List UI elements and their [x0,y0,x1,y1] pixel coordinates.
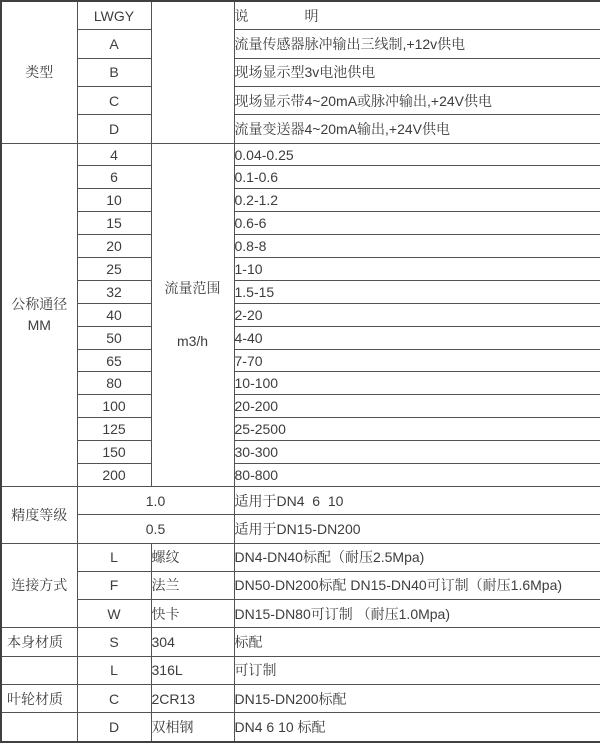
connection-name-cell: 快卡 [151,600,234,628]
table-row [1,235,600,258]
body-material-desc-cell: 标配 [234,628,600,656]
table-row [1,656,600,684]
dn-value-cell: 40 [77,303,151,326]
flow-range-cell: 1.5-15 [234,280,600,303]
dn-value-cell: 15 [77,212,151,235]
dn-value-cell: 200 [77,464,151,487]
dn-value-cell: 150 [77,441,151,464]
impeller-code-cell: D [77,713,151,742]
table-row [1,189,600,212]
flow-range-cell: 80-800 [234,464,600,487]
flow-range-cell: 2-20 [234,303,600,326]
table-row [1,212,600,235]
dn-value-cell: 25 [77,258,151,281]
table-row [1,441,600,464]
dn-value-cell: 20 [77,235,151,258]
connection-desc-cell: DN15-DN80可订制 （耐压1.0Mpa) [234,600,600,628]
flow-range-cell: 0.1-0.6 [234,166,600,189]
connection-section-label: 连接方式 [1,543,77,628]
flow-range-cell: 0.6-6 [234,212,600,235]
diameter-label-line1: 公称通径 [11,296,68,313]
table-row [1,515,600,543]
dn-value-cell: 6 [77,166,151,189]
table-row [1,395,600,418]
body-material-section-label: 本身材质 [1,628,77,656]
table-row [1,303,600,326]
table-row [1,115,600,143]
table-row [1,464,600,487]
table-row [1,258,600,281]
table-row [1,58,600,86]
table-row [1,600,600,628]
table-row [1,143,600,166]
type-code-cell: C [77,87,151,115]
diameter-label-line2: MM [27,316,51,333]
connection-code-cell: W [77,600,151,628]
type-desc-cell: 现场显示型3v电池供电 [234,58,600,86]
impeller-label-empty-cell [1,656,77,684]
dn-value-cell: 50 [77,326,151,349]
type-desc-cell: 流量变送器4~20mA输出,+24V供电 [234,115,600,143]
table-row [1,326,600,349]
dn-value-cell: 125 [77,418,151,441]
impeller-code-cell: C [77,684,151,712]
impeller-name-cell: 316L [151,656,234,684]
type-section-label: 类型 [1,1,77,143]
connection-code-cell: L [77,543,151,571]
dn-value-cell: 4 [77,143,151,166]
impeller-label-empty-cell [1,713,77,742]
flow-range-label-line2: m3/h [176,332,209,349]
type-empty-cell [151,1,234,143]
flow-range-label-cell [151,143,234,486]
dn-value-cell: 80 [77,372,151,395]
dn-value-cell: 32 [77,280,151,303]
table-row [1,280,600,303]
type-desc-cell: 现场显示带4~20mA或脉冲输出,+24V供电 [234,87,600,115]
flow-range-cell: 0.2-1.2 [234,189,600,212]
flow-range-cell: 0.8-8 [234,235,600,258]
table-row [1,713,600,742]
table-row [1,87,600,115]
dn-value-cell: 100 [77,395,151,418]
table-row [1,418,600,441]
impeller-section-label: 叶轮材质 [1,684,77,712]
flow-range-label-line1: 流量范围 [164,280,221,297]
flow-range-cell: 0.04-0.25 [234,143,600,166]
table-row [1,543,600,571]
flow-range-cell: 7-70 [234,349,600,372]
accuracy-value-cell: 0.5 [77,515,234,543]
description-header-cell: 说 明 [234,1,600,30]
table-row [1,628,600,656]
impeller-name-cell: 双相钢 [151,713,234,742]
flow-range-cell: 25-2500 [234,418,600,441]
type-code-cell: B [77,58,151,86]
table-row [1,349,600,372]
flow-range-cell: 30-300 [234,441,600,464]
impeller-desc-cell: DN4 6 10 标配 [234,713,600,742]
impeller-desc-cell: DN15-DN200标配 [234,684,600,712]
flow-range-cell: 1-10 [234,258,600,281]
flow-range-cell: 20-200 [234,395,600,418]
table-row [1,571,600,599]
diameter-section-label [1,143,77,486]
impeller-code-cell: L [77,656,151,684]
connection-desc-cell: DN4-DN40标配（耐压2.5Mpa) [234,543,600,571]
body-material-code-cell: S [77,628,151,656]
accuracy-desc-cell: 适用于DN4 6 10 [234,486,600,514]
connection-code-cell: F [77,571,151,599]
flow-range-cell: 4-40 [234,326,600,349]
table-row [1,1,600,30]
table-row [1,684,600,712]
connection-name-cell: 法兰 [151,571,234,599]
type-code-cell: D [77,115,151,143]
table-row [1,30,600,58]
connection-desc-cell: DN50-DN200标配 DN15-DN40可订制（耐压1.6Mpa) [234,571,600,599]
accuracy-desc-cell: 适用于DN15-DN200 [234,515,600,543]
model-cell: LWGY [77,1,151,30]
connection-name-cell: 螺纹 [151,543,234,571]
type-code-cell: A [77,30,151,58]
accuracy-section-label: 精度等级 [1,486,77,543]
body-material-name-cell: 304 [151,628,234,656]
accuracy-value-cell: 1.0 [77,486,234,514]
impeller-desc-cell: 可订制 [234,656,600,684]
type-desc-cell: 流量传感器脉冲输出三线制,+12v供电 [234,30,600,58]
dn-value-cell: 10 [77,189,151,212]
table-row [1,486,600,514]
dn-value-cell: 65 [77,349,151,372]
impeller-name-cell: 2CR13 [151,684,234,712]
flow-range-cell: 10-100 [234,372,600,395]
table-row [1,372,600,395]
table-row [1,166,600,189]
